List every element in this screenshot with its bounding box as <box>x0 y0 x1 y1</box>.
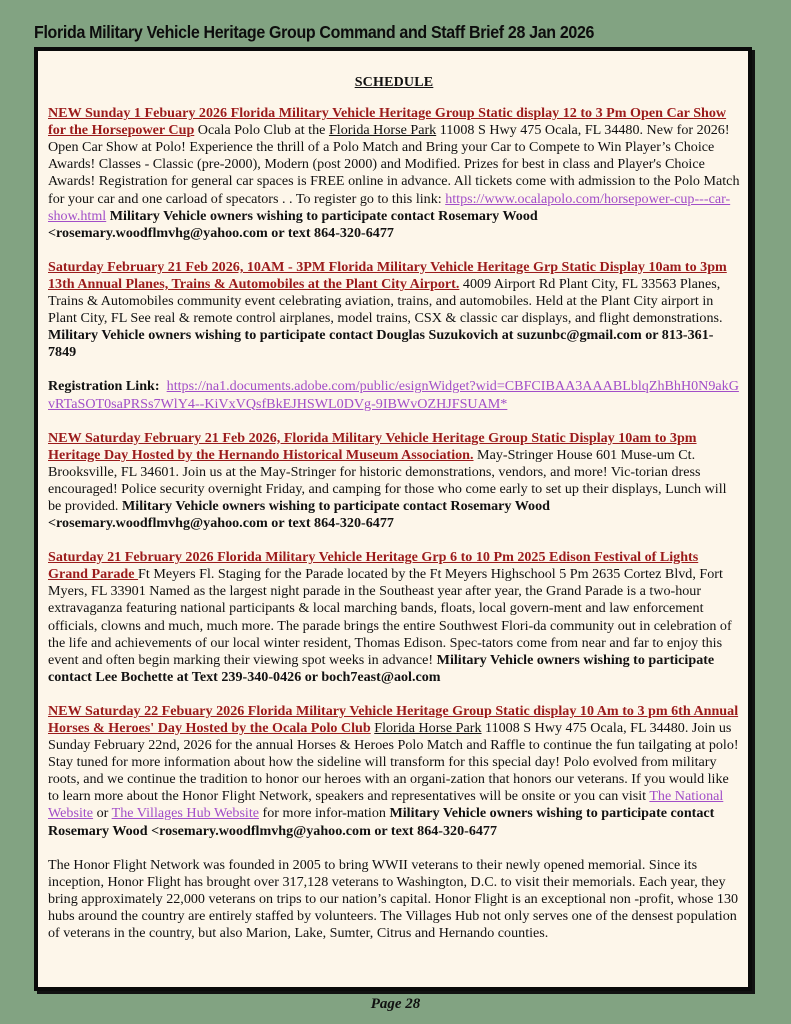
event-item <box>48 105 740 242</box>
villages-hub-website-link[interactable]: The Villages Hub Website <box>111 805 260 822</box>
event-body: 11008 S Hwy 475 Ocala, FL 34480. Join us Sunday February 22nd, 2026 for the annual Horses & Heroes Polo Match and Raffle to continue the fun tailgating at polo! Stay tuned for more information about how the sideline will transform for this special day! Polo evolved from military roots, and we continue the tradition to honor our heroes with an organi-zation that honors our veterans. If you would like to learn more about the Honor Flight Network, speakers and representatives will be onsite or you can visit <box>48 720 739 805</box>
event-contact: Military Vehicle owners wishing to participate contact Rosemary Wood <rosemary.woodflmvhg@yahoo.com or text 864-320-6477 <box>48 805 715 839</box>
national-website-link[interactable]: The National Website <box>48 788 724 822</box>
section-title: SCHEDULE <box>354 75 434 90</box>
event-item <box>48 549 740 686</box>
registration-label: Registration Link: <box>48 378 160 395</box>
event-body-tail: for more infor-mation <box>259 805 390 822</box>
schedule-content <box>38 51 748 942</box>
florida-horse-park-link[interactable]: Florida Horse Park <box>374 720 482 736</box>
event-headline: Saturday 21 February 2026 Florida Military Vehicle Heritage Grp 6 to 10 Pm 2025 Edison Festival of Lights Grand Parade <box>48 549 699 583</box>
event-contact: Military Vehicle owners wishing to participate contact Lee Bochette at Text 239-340-0426 or boch7east@aol.com <box>48 651 715 685</box>
event-contact: Military Vehicle owners wishing to participate contact Rosemary Wood <rosemary.woodflmvhg@yahoo.com or text 864-320-6477 <box>48 497 550 532</box>
horsepower-cup-registration-link[interactable]: https://www.ocalapolo.com/horsepower-cup---car-show.html <box>48 190 731 224</box>
event-venue-text: Ocala Polo Club at the <box>194 122 329 139</box>
event-headline: NEW Saturday 22 Febuary 2026 Florida Military Vehicle Heritage Group Static display 10 Am to 3 pm 6th Annual Horses & Heroes' Day Hosted by the Ocala Polo Club <box>48 702 739 736</box>
event-contact: Military Vehicle owners wishing to participate contact Rosemary Wood <rosemary.woodflmvhg@yahoo.com or text 864-320-6477 <box>48 207 538 241</box>
honor-flight-paragraph: The Honor Flight Network was founded in 2005 to bring WWII veterans to their newly opened memorial. Since its inception, Honor Flight has brought over 317,128 veterans to Washington, D.C. to visit their memorials. Each year, they bring approximately 22,000 veterans on trips to our nation’s capital. Honor Flight is an exceptional non -profit, whose 130 hubs around the country are entirely staffed by volunteers. The Villages Hub not only serves one of the densest population of veterans in the country, but also Marion, Lake, Sumter, Citrus and Hernando counties. <box>48 856 739 942</box>
schedule-panel <box>34 47 752 991</box>
florida-horse-park-link[interactable]: Florida Horse Park <box>328 122 437 139</box>
event-body: May-Stringer House 601 Muse-um Ct. Brooksville, FL 34601. Join us at the May-Stringer for historic demonstrations, vendors, and more! Vic-torian dress encouraged! Police security overnight Friday, and camping for those who come early to set up their displays, Lunch will be provided. <box>48 446 727 514</box>
newsletter-title: Florida Military Vehicle Heritage Group Command and Staff Brief 28 Jan 2026 <box>34 22 595 42</box>
event-body: 11008 S Hwy 475 Ocala, FL 34480. New for 2026! Open Car Show at Polo! Experience the thrill of a Polo Match and Bring your Car to Compete to Win Player’s Choice Awards! Classes - Classic (pre-2000), Modern (post 2000) and Modified. Prizes for best in class and Player's Choice Awards! Registration for general car spaces is FREE online in advance. All tickets come with admission to the Polo Match for your car and one carload of specators . . To register go to this link: <box>48 122 740 207</box>
event-body: Ft Meyers Fl. Staging for the Parade located by the Ft Meyers Highschool 5 Pm 2635 Cortez Blvd, Fort Myers, FL 33901 Named as the largest night parade in the Southeast year after year, the Grand Parade is a two-hour extravaganza featuring national participants & local marching bands, floats, local govern-ment and law enforcement officials, clowns and much, much more. The parade brings the entire Southwest Flori-da community out in celebration of the life and achievements of our local winter resident, Thomas Edison. Spec-tators come from near and far to enjoy this event and often begin marking their viewing spot weeks in advance! <box>48 566 732 668</box>
event-contact: Military Vehicle owners wishing to participate contact Douglas Suzukovich at suzunbc@gmail.com or 813-361-7849 <box>48 327 714 361</box>
link-separator: or <box>93 805 112 822</box>
page-number: Page 28 <box>370 996 421 1012</box>
event-headline: Saturday February 21 Feb 2026, 10AM - 3PM Florida Military Vehicle Heritage Grp Static Display 10am to 3pm 13th Annual Planes, Trains & Automobiles at the Plant City Airport. <box>48 258 727 292</box>
event-body: 4009 Airport Rd Plant City, FL 33563 Planes, Trains & Automobiles community event celebrating aviation, trains, and automobiles. Held at the Plant City airport in Plant City, FL See real & remote control airplanes, model trains, CSX & classic car displays, and flight demonstrations. <box>48 275 723 327</box>
event-headline: NEW Sunday 1 Febuary 2026 Florida Military Vehicle Heritage Group Static display 12 to 3 Pm Open Car Show for the Horsepower Cup <box>48 105 727 139</box>
event-headline: NEW Saturday February 21 Feb 2026, Florida Military Vehicle Heritage Group Static Display 10am to 3pm Heritage Day Hosted by the Hernando Historical Museum Association. <box>48 429 697 463</box>
event-item <box>48 430 740 533</box>
event-item <box>48 259 740 362</box>
registration-link[interactable]: https://na1.documents.adobe.com/public/esignWidget?wid=CBFCIBAA3AAABLblqZhBhH0N9akGvRTaSOT0saPRSs7WlY4--KiVxVQsfBkEJHSWL0DVg-9IBWvOZHJFSUAM* <box>48 378 739 412</box>
registration-block <box>48 378 740 412</box>
event-item <box>48 703 740 840</box>
